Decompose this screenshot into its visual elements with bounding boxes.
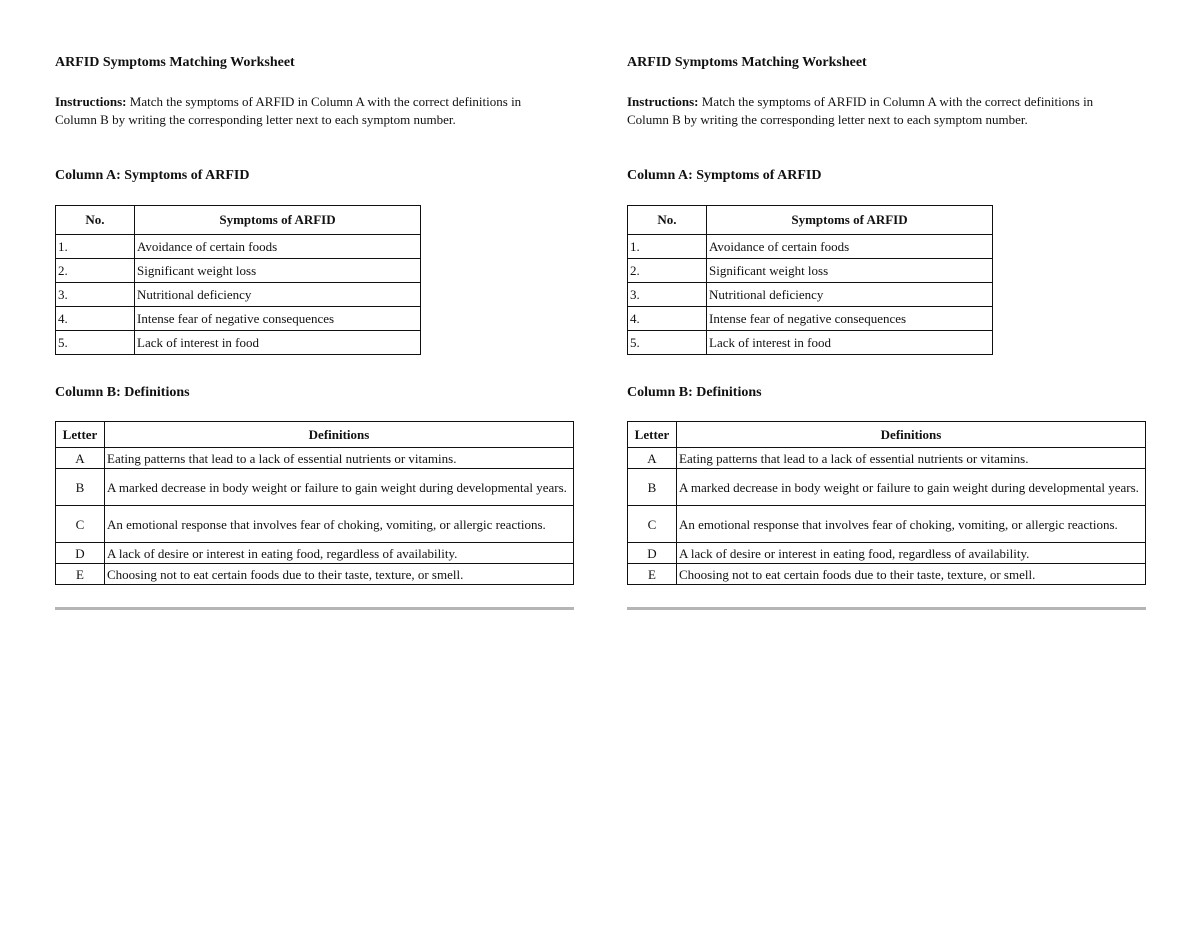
no-column-header: No. bbox=[628, 206, 707, 235]
symptom-text: Intense fear of negative consequences bbox=[135, 307, 421, 331]
definition-letter: D bbox=[628, 543, 677, 564]
table-row bbox=[56, 235, 421, 259]
symptoms-column-header: Symptoms of ARFID bbox=[135, 206, 421, 235]
definitions-column-header: Definitions bbox=[677, 422, 1146, 448]
definitions-header-row bbox=[628, 422, 1146, 448]
symptom-text: Nutritional deficiency bbox=[707, 283, 993, 307]
column-a-heading: Column A: Symptoms of ARFID bbox=[627, 168, 822, 183]
table-row bbox=[628, 307, 993, 331]
no-column-header: No. bbox=[56, 206, 135, 235]
definition-text: A marked decrease in body weight or failure to gain weight during developmental years. bbox=[677, 469, 1146, 506]
definition-letter: B bbox=[56, 469, 105, 506]
definition-letter: E bbox=[628, 564, 677, 585]
symptom-number: 1. bbox=[628, 235, 707, 259]
definition-letter: C bbox=[628, 506, 677, 543]
definition-letter: C bbox=[56, 506, 105, 543]
symptoms-header-row bbox=[56, 206, 421, 235]
symptoms-table bbox=[627, 205, 993, 355]
definition-letter: E bbox=[56, 564, 105, 585]
page-divider bbox=[627, 607, 1146, 610]
instructions-label: Instructions: bbox=[627, 94, 699, 109]
definition-text: An emotional response that involves fear of choking, vomiting, or allergic reactions. bbox=[105, 506, 574, 543]
letter-column-header: Letter bbox=[628, 422, 677, 448]
symptom-number: 2. bbox=[56, 259, 135, 283]
table-row bbox=[628, 259, 993, 283]
page-divider bbox=[55, 607, 574, 610]
table-row bbox=[628, 235, 993, 259]
worksheet-title: ARFID Symptoms Matching Worksheet bbox=[55, 55, 295, 70]
symptom-number: 3. bbox=[56, 283, 135, 307]
table-row bbox=[628, 543, 1146, 564]
symptom-number: 5. bbox=[56, 331, 135, 355]
definition-text: A lack of desire or interest in eating food, regardless of availability. bbox=[105, 543, 574, 564]
definition-text: An emotional response that involves fear of choking, vomiting, or allergic reactions. bbox=[677, 506, 1146, 543]
definition-text: A marked decrease in body weight or failure to gain weight during developmental years. bbox=[105, 469, 574, 506]
table-row bbox=[56, 469, 574, 506]
table-row bbox=[56, 307, 421, 331]
definition-letter: D bbox=[56, 543, 105, 564]
table-row bbox=[628, 448, 1146, 469]
table-row bbox=[56, 331, 421, 355]
instructions-text: Match the symptoms of ARFID in Column A with the correct definitions in Column B by writing the corresponding letter next to each symptom number. bbox=[55, 94, 522, 127]
column-b-heading: Column B: Definitions bbox=[55, 385, 190, 400]
table-row bbox=[56, 564, 574, 585]
definition-text: A lack of desire or interest in eating food, regardless of availability. bbox=[677, 543, 1146, 564]
symptom-text: Avoidance of certain foods bbox=[707, 235, 993, 259]
definitions-table bbox=[55, 421, 574, 585]
instructions bbox=[55, 93, 560, 129]
symptoms-column-header: Symptoms of ARFID bbox=[707, 206, 993, 235]
symptom-text: Significant weight loss bbox=[135, 259, 421, 283]
symptom-text: Avoidance of certain foods bbox=[135, 235, 421, 259]
letter-column-header: Letter bbox=[56, 422, 105, 448]
instructions-label: Instructions: bbox=[55, 94, 127, 109]
symptom-number: 4. bbox=[56, 307, 135, 331]
symptom-text: Lack of interest in food bbox=[707, 331, 993, 355]
definition-text: Eating patterns that lead to a lack of essential nutrients or vitamins. bbox=[105, 448, 574, 469]
symptom-number: 2. bbox=[628, 259, 707, 283]
symptom-text: Nutritional deficiency bbox=[135, 283, 421, 307]
symptoms-table bbox=[55, 205, 421, 355]
symptom-number: 4. bbox=[628, 307, 707, 331]
table-row bbox=[56, 259, 421, 283]
definitions-header-row bbox=[56, 422, 574, 448]
instructions-text: Match the symptoms of ARFID in Column A with the correct definitions in Column B by writing the corresponding letter next to each symptom number. bbox=[627, 94, 1094, 127]
instructions bbox=[627, 93, 1132, 129]
symptom-number: 5. bbox=[628, 331, 707, 355]
definition-text: Choosing not to eat certain foods due to their taste, texture, or smell. bbox=[105, 564, 574, 585]
definition-text: Eating patterns that lead to a lack of essential nutrients or vitamins. bbox=[677, 448, 1146, 469]
column-b-heading: Column B: Definitions bbox=[627, 385, 762, 400]
table-row bbox=[628, 506, 1146, 543]
table-row bbox=[628, 331, 993, 355]
table-row bbox=[56, 448, 574, 469]
definition-letter: A bbox=[56, 448, 105, 469]
symptom-text: Significant weight loss bbox=[707, 259, 993, 283]
table-row bbox=[628, 564, 1146, 585]
definitions-table bbox=[627, 421, 1146, 585]
table-row bbox=[56, 506, 574, 543]
definitions-column-header: Definitions bbox=[105, 422, 574, 448]
definition-text: Choosing not to eat certain foods due to their taste, texture, or smell. bbox=[677, 564, 1146, 585]
symptom-number: 1. bbox=[56, 235, 135, 259]
table-row bbox=[56, 543, 574, 564]
definition-letter: B bbox=[628, 469, 677, 506]
table-row bbox=[628, 283, 993, 307]
symptoms-header-row bbox=[628, 206, 993, 235]
table-row bbox=[56, 283, 421, 307]
table-row bbox=[628, 469, 1146, 506]
worksheet-title: ARFID Symptoms Matching Worksheet bbox=[627, 55, 867, 70]
symptom-number: 3. bbox=[628, 283, 707, 307]
definition-letter: A bbox=[628, 448, 677, 469]
symptom-text: Intense fear of negative consequences bbox=[707, 307, 993, 331]
symptom-text: Lack of interest in food bbox=[135, 331, 421, 355]
column-a-heading: Column A: Symptoms of ARFID bbox=[55, 168, 250, 183]
